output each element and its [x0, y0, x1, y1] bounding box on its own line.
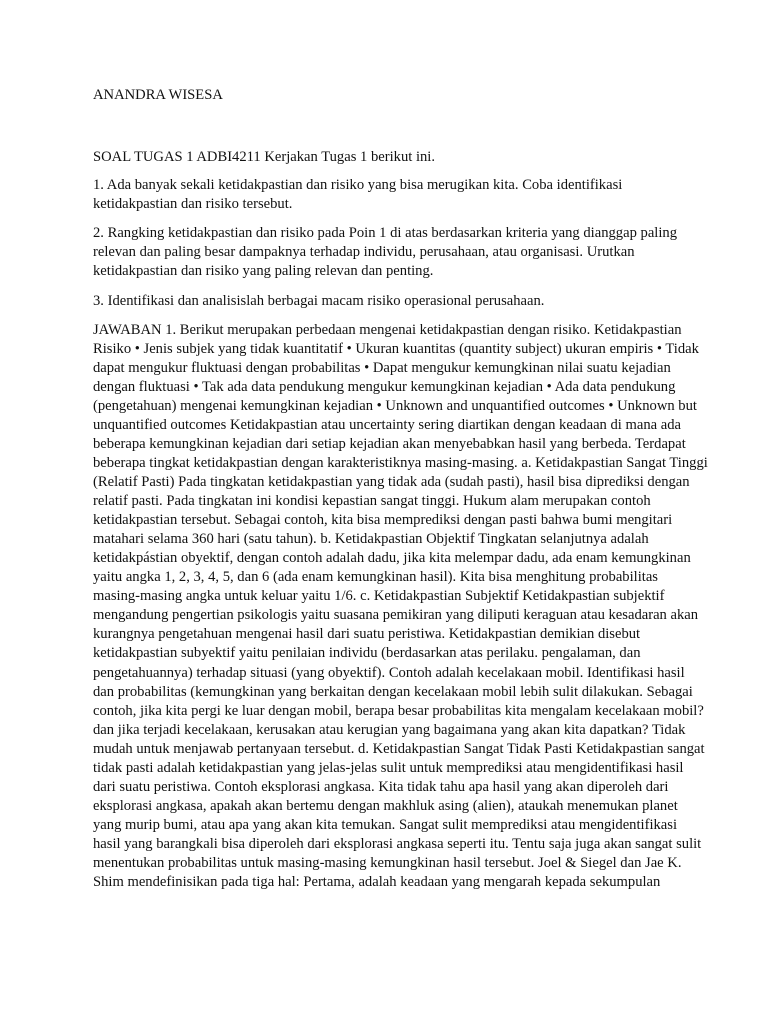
question-2: 2. Rangking ketidakpastian dan risiko pada Poin 1 di atas berdasarkan kriteria yang dianggap paling relevan dan paling besar dampaknya terhadap individu, perusahaan, atau organisasi. Urutkan ketidakpastian dan risiko yang paling relevan dan penting.: [93, 225, 677, 280]
answer-1-text: JAWABAN 1. Berikut merupakan perbedaan mengenai ketidakpastian dengan risiko. Ketidakpastian Risiko • Jenis subjek yang tidak kuantitatif • Ukuran kuantitas (quantity subject) ukuran empiris • Tidak dapat mengukur fluktuasi dengan probabilitas • Dapat mengukur kemungkinan nilai suatu kejadian dengan fluktuasi • Tak ada data pendukung mengukur kemungkinan kejadian • Ada data pendukung (pengetahuan) mengenai kemungkinan kejadian • Unknown and unquantified outcomes • Unknown but unquantified outcomes Ketidakpastian atau uncertainty sering diartikan dengan keadaan di mana ada beberapa kemungkinan kejadian dari setiap kejadian akan menyebabkan hasil yang berbeda. Terdapat beberapa tingkat ketidakpastian dengan karakteristiknya masing-masing. a. Ketidakpastian Sangat Tinggi (Relatif Pasti) Pada tingkatan ketidakpastian yang tidak ada (sudah pasti), hasil bisa diprediksi dengan relatif pasti. Pada tingkatan ini kondisi kepastian sangat tinggi. Hukum alam merupakan contoh ketidakpastian tersebut. Sebagai contoh, kita bisa memprediksi dengan pasti bahwa bumi mengitari matahari selama 360 hari (satu tahun). b. Ketidakpastian Objektif Tingkatan selanjutnya adalah ketidakpástian obyektif, dengan contoh adalah dadu, jika kita melempar dadu, ada enam kemungkinan yaitu angka 1, 2, 3, 4, 5, dan 6 (ada enam kemungkinan hasil). Kita bisa menghitung probabilitas masing-masing angka untuk keluar yaitu 1/6. c. Ketidakpastian Subjektif Ketidakpastian subjektif mengandung pengertian psikologis yaitu suasana pemikiran yang diliputi keraguan atau kesadaran akan kurangnya pengetahuan mengenai hasil dari suatu peristiwa. Ketidakpastian demikian disebut ketidakpastian subyektif yaitu penilaian individu (berdasarkan atas perilaku. pengalaman, dan pengetahuannya) terhadap situasi (yang obyektif). Contoh adalah kecelakaan mobil. Identifikasi hasil dan probabilitas (kemungkinan yang berkaitan dengan kecelakaan mobil lebih sulit dilakukan. Sebagai contoh, jika kita pergi ke luar dengan mobil, berapa besar probabilitas kita mengalam kecelakaan mobil? dan jika terjadi kecelakaan, kerusakan atau kerugian yang bagaimana yang akan kita dapatkan? Tidak mudah untuk menjawab pertanyaan tersebut. d. Ketidakpastian Sangat Tidak Pasti Ketidakpastian sangat tidak pasti adalah ketidakpastian yang jelas-jelas sulit untuk memprediksi atau mengidentifikasi hasil dari suatu peristiwa. Contoh eksplorasi angkasa. Kita tidak tahu apa hasil yang akan diperoleh dari eksplorasi angkasa, apakah akan bertemu dengan makhluk asing (alien), ataukah menemukan planet yang murip bumi, atau apa yang akan kita temukan. Sangat sulit memprediksi atau mengidentifikasi hasil yang barangkali bisa diperoleh dari eksplorasi angkasa seperti itu. Tentu saja juga akan sangat sulit menentukan probabilitas untuk masing-masing kemungkinan hasil tersebut. Joel & Siegel dan Jae K. Shim mendefinisikan pada tiga hal: Pertama, adalah keadaan yang mengarah kepada sekumpulan: [93, 321, 708, 891]
assignment-heading: SOAL TUGAS 1 ADBI4211 Kerjakan Tugas 1 berikut ini.: [93, 149, 436, 165]
question-3: 3. Identifikasi dan analisislah berbagai macam risiko operasional perusahaan.: [93, 292, 545, 309]
question-1: 1. Ada banyak sekali ketidakpastian dan risiko yang bisa merugikan kita. Coba identifikasi ketidakpastian dan risiko tersebut.: [93, 177, 623, 213]
author-name: ANANDRA WISESA: [93, 87, 223, 103]
